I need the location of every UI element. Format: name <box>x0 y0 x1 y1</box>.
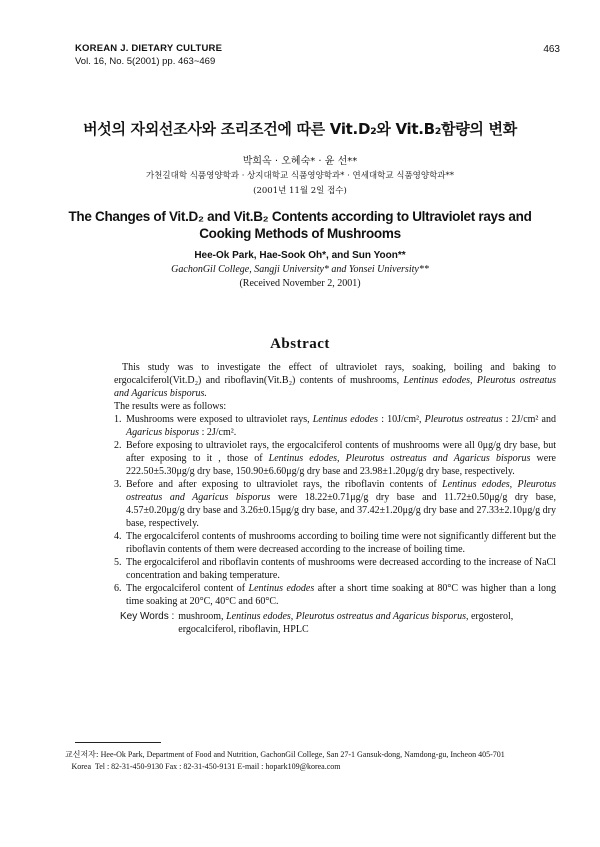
item-species: Lentinus edodes, Pleurotus ostreatus and Agaricus bisporus <box>268 453 531 464</box>
item-text: Mushrooms were exposed to ultraviolet rays, <box>126 414 313 425</box>
footnote-line-1 <box>65 749 565 761</box>
item-species: Lentinus edodes, Pleurotus ostreatus and Agaricus bisporus <box>126 479 556 503</box>
item-text: The ergocalciferol and riboflavin contents of mushrooms were decreased according to the increase of NaCl concentration and baking temperature. <box>126 557 556 581</box>
korean-received-date: (2001년 11월 2일 접수) <box>253 186 347 196</box>
country-label: Korea <box>71 762 91 771</box>
corresponding-author-address: Hee-Ok Park, Department of Food and Nutrition, GachonGil College, San 27-1 Gansuk-dong, Namdong-gu, Incheon 405-701 <box>100 750 505 759</box>
item-number: 4. <box>114 531 122 542</box>
journal-name: KOREAN J. DIETARY CULTURE <box>75 43 223 54</box>
item-text: The ergocalciferol content of <box>126 583 249 594</box>
keywords-label: Key Words : <box>120 611 175 622</box>
footnote <box>65 749 565 773</box>
korean-title: 버섯의 자외선조사와 조리조건에 따른 Vit.D₂와 Vit.B₂함량의 변화 <box>83 120 517 138</box>
item-species: Pleurotus ostreatus <box>424 414 503 425</box>
abstract-heading: Abstract <box>270 336 330 352</box>
english-title-line1: The Changes of Vit.D₂ and Vit.B₂ Contents according to Ultraviolet rays and <box>68 209 532 224</box>
abstract-intro-species: Lentinus edodes, Pleurotus ostreatus and Agaricus bisporus. <box>114 375 557 399</box>
item-number: 3. <box>114 479 122 490</box>
results-intro: The results were as follows: <box>114 401 227 412</box>
korean-affiliations: 가천길대학 식품영양학과 · 상지대학교 식품영양학과* · 연세대학교 식품영양학과** <box>145 171 455 181</box>
item-number: 1. <box>114 414 122 425</box>
korean-authors: 박희옥 · 오혜숙* · 윤 선** <box>242 156 358 167</box>
journal-header <box>75 42 222 68</box>
english-affiliations: GachonGil College, Sangji University* and Yonsei University** <box>171 264 429 275</box>
keywords-species: Lentinus edodes, Pleurotus ostreatus and Agaricus bisporus <box>226 611 466 622</box>
item-species: Lentinus edodes <box>248 583 315 594</box>
item-text: were 222.50±5.30μg/g dry base, 150.90±6.60μg/g dry base and 23.98±1.20μg/g dry base, respectively. <box>126 453 556 477</box>
abstract-intro-text: This study was to investigate the effect of ultraviolet rays, soaking, boiling and baking to ergocalciferol(Vit.D₂) and riboflavin(Vit.B₂) contents of mushrooms, <box>114 362 556 386</box>
item-number: 2. <box>114 440 122 451</box>
abstract-intro <box>114 361 556 400</box>
result-item-2 <box>114 439 556 478</box>
english-title <box>40 208 560 242</box>
item-number: 6. <box>114 583 122 594</box>
keywords-part: mushroom, <box>178 611 227 622</box>
keywords-text <box>178 610 556 636</box>
item-text: : 2J/cm² and <box>502 414 556 425</box>
item-text: : 2J/cm². <box>199 427 237 438</box>
result-item-3 <box>114 478 556 530</box>
item-text: after a short time soaking at 80°C was higher than a long time soaking at 20°C, 40°C and 60°C. <box>126 583 556 607</box>
english-authors: Hee-Ok Park, Hae-Sook Oh*, and Sun Yoon** <box>194 250 406 261</box>
item-text: : 10J/cm², <box>378 414 425 425</box>
item-text: were 18.22±0.71μg/g dry base and 11.72±0.50μg/g dry base, 4.57±0.20μg/g dry base and 3.26±0.15μg/g dry base, and 37.42±1.20μg/g dry base and 27.33±2.10μg/g dry base, respectively. <box>126 492 556 529</box>
result-item-1 <box>114 413 556 439</box>
english-received-date: (Received November 2, 2001) <box>239 278 361 289</box>
keywords-part: , ergosterol, ergocalciferol, riboflavin, HPLC <box>178 611 514 635</box>
item-species: Lentinus edodes <box>312 414 379 425</box>
corresponding-author-label: 교신저자: <box>65 750 99 759</box>
item-species: Agaricus bisporus <box>126 427 200 438</box>
journal-volume: Vol. 16, No. 5(2001) pp. 463~469 <box>75 56 216 67</box>
results-list <box>114 413 556 608</box>
item-text: Before exposing to ultraviolet rays, the ergocalciferol contents of mushrooms were all 0μg/g dry base, but after exposing to it , those of <box>126 440 556 464</box>
footnote-line-2 <box>65 761 565 773</box>
item-text: The ergocalciferol contents of mushrooms according to boiling time were not significantly different but the riboflavin contents of them were decreased according to the increase of boiling time. <box>126 531 556 555</box>
english-title-line2: Cooking Methods of Mushrooms <box>199 226 401 241</box>
result-item-6 <box>114 582 556 608</box>
keywords <box>114 610 556 636</box>
result-item-5 <box>114 556 556 582</box>
footnote-divider <box>75 742 161 743</box>
abstract-body <box>114 361 556 636</box>
item-text: Before and after exposing to ultraviolet rays, the riboflavin contents of <box>126 479 443 490</box>
result-item-4 <box>114 530 556 556</box>
page-number: 463 <box>543 44 560 55</box>
item-number: 5. <box>114 557 122 568</box>
contact-info: Tel : 82-31-450-9130 Fax : 82-31-450-9131 E-mail : hopark109@korea.com <box>94 762 341 771</box>
